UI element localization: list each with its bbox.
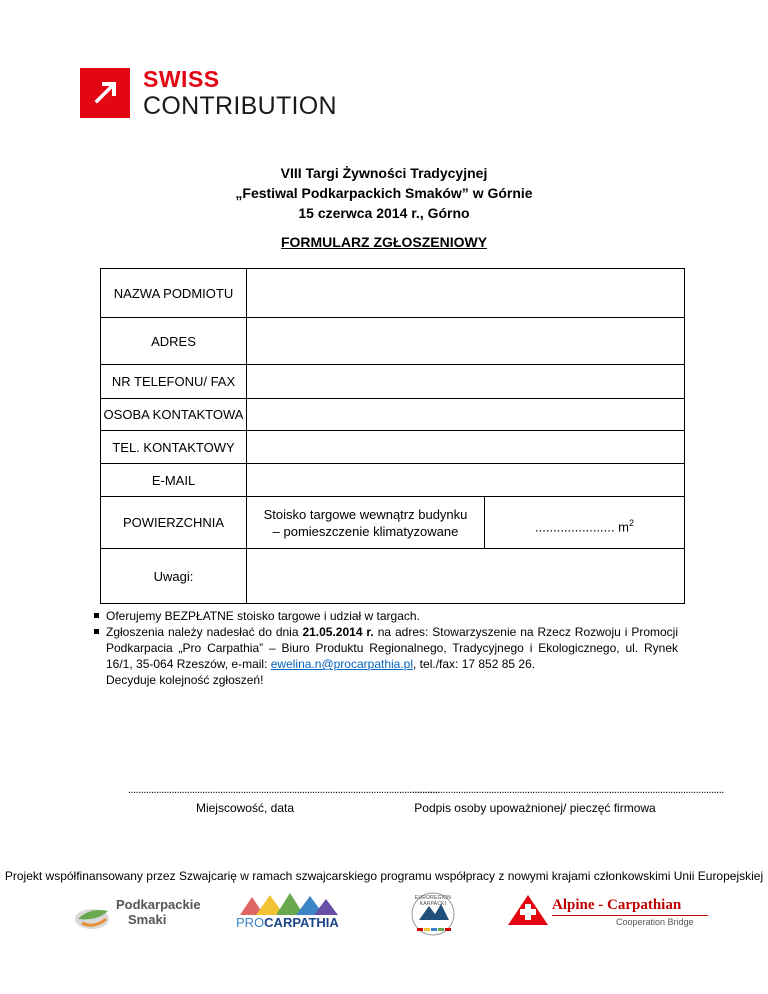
place-date-line: .......................................................................................................................... — [128, 784, 440, 796]
contact-person-label: OSOBA KONTAKTOWA — [101, 399, 247, 431]
alpine-carpathian-subtitle: Cooperation Bridge — [616, 917, 694, 927]
phone-fax-label: NR TELEFONU/ FAX — [101, 365, 247, 399]
free-stand-note: Oferujemy BEZPŁATNE stoisko targowe i udział w targach. — [106, 609, 420, 623]
contact-phone-field[interactable] — [247, 431, 685, 464]
alpine-carpathian-logo — [508, 893, 718, 937]
table-row — [101, 318, 685, 365]
bullet-square-icon — [94, 613, 99, 618]
table-row — [101, 269, 685, 318]
submission-deadline: 21.05.2014 r. — [302, 625, 374, 639]
area-description-line1: Stoisko targowe wewnątrz budynku — [263, 506, 468, 522]
address-field[interactable] — [247, 318, 685, 365]
notes-field[interactable] — [247, 549, 685, 604]
smaki-text-line2: Smaki — [128, 912, 167, 927]
form-title: FORMULARZ ZGŁOSZENIOWY — [280, 234, 488, 250]
notes-label: Uwagi: — [101, 549, 247, 604]
area-description-line2: – pomieszczenie klimatyzowane — [272, 523, 459, 539]
submission-phone: , tel./fax: 17 852 85 26. — [413, 657, 536, 671]
signature-label: Podpis osoby upoważnionej/ pieczęć firmowa — [414, 801, 656, 815]
alpine-divider — [552, 915, 708, 916]
alpine-carpathian-title: Alpine - Carpathian — [552, 897, 682, 913]
email-field[interactable] — [247, 464, 685, 497]
procarpathia-carpathia: CARPATHIA — [264, 915, 339, 930]
email-label: E-MAIL — [101, 464, 247, 497]
event-subtitle: „Festiwal Podkarpackich Smaków” w Górnie — [235, 185, 533, 201]
swiss-cross-mountain-icon — [508, 895, 548, 925]
area-value-field[interactable] — [485, 497, 685, 549]
event-title: VIII Targi Żywności Tradycyjnej — [280, 165, 488, 181]
area-unit-superscript: 2 — [628, 518, 634, 529]
mountains-icon — [238, 893, 338, 915]
phone-fax-field[interactable] — [247, 365, 685, 399]
event-date-place: 15 czerwca 2014 r., Górno — [298, 205, 470, 221]
table-row — [101, 399, 685, 431]
address-label: ADRES — [101, 318, 247, 365]
signature-line: .......................................................................................................................... — [412, 784, 724, 796]
arrow-icon — [80, 68, 130, 118]
logo-text-contribution: CONTRIBUTION — [143, 92, 337, 120]
table-row — [101, 464, 685, 497]
submission-text-pre: Zgłoszenia należy nadesłać do dnia — [106, 625, 303, 639]
place-date-label: Miejscowość, data — [195, 801, 295, 815]
info-bullets — [92, 608, 678, 688]
euroregion-text: EUROREGION KARPACKI — [414, 895, 452, 907]
email-link[interactable]: ewelina.n@procarpathia.pl — [270, 657, 414, 671]
podkarpackie-smaki-logo — [72, 895, 202, 935]
contact-person-field[interactable] — [247, 399, 685, 431]
area-label: POWIERZCHNIA — [101, 497, 247, 549]
list-item — [92, 624, 678, 688]
procarpathia-pro: PRO — [236, 915, 265, 930]
list-item — [92, 608, 678, 624]
application-form-table — [100, 268, 685, 604]
submission-address: na adres: Stowarzyszenie na Rzecz Rozwoju i Promocji Podkarpacia „Pro Carpathia” – Biuro Produktu Regionalnego, Tradycyjnego i Ekologicznego, ul. Rynek 16/1, 35-064 Rzeszów, e-mail: — [106, 625, 678, 671]
swiss-contribution-logo-mark — [80, 68, 130, 118]
euroregion-karpacki-logo — [403, 890, 463, 938]
table-row — [101, 431, 685, 464]
area-description — [247, 497, 485, 549]
procarpathia-text — [236, 915, 339, 931]
table-row — [101, 365, 685, 399]
name-label: NAZWA PODMIOTU — [101, 269, 247, 318]
smaki-leaf-icon — [72, 899, 114, 931]
name-field[interactable] — [247, 269, 685, 318]
bullet-square-icon — [94, 629, 99, 634]
procarpathia-logo — [236, 893, 340, 933]
contact-phone-label: TEL. KONTAKTOWY — [101, 431, 247, 464]
cofinancing-note: Projekt współfinansowany przez Szwajcarię w ramach szwajcarskiego programu współpracy z nowymi krajami członkowskimi Unii Europejskiej — [4, 869, 764, 883]
area-value: ...................... m — [535, 519, 629, 535]
table-row — [101, 497, 685, 549]
logo-text-swiss: SWISS — [143, 66, 220, 92]
table-row — [101, 549, 685, 604]
order-note: Decyduje kolejność zgłoszeń! — [106, 673, 264, 687]
smaki-text-line1: Podkarpackie — [116, 897, 201, 912]
